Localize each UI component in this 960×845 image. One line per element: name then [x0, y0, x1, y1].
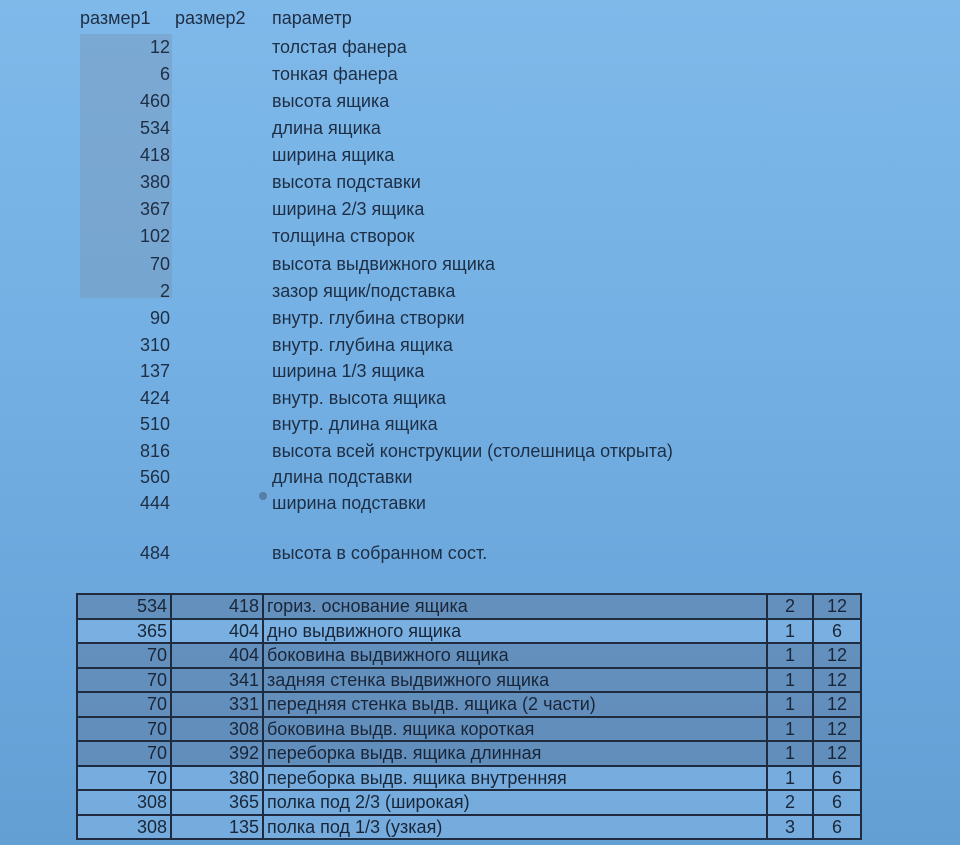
parameter-value[interactable]: 816 — [139, 441, 170, 461]
parameter-value[interactable]: 380 — [139, 172, 170, 192]
part-count-cell[interactable]: 1 — [767, 643, 813, 668]
parameter-value[interactable]: 6 — [159, 64, 170, 84]
part-thickness-cell[interactable]: 12 — [813, 692, 861, 717]
part-size2-cell[interactable]: 404 — [171, 619, 263, 644]
parameter-value[interactable]: 560 — [139, 467, 170, 487]
parameter-value[interactable]: 510 — [139, 414, 170, 434]
part-count-cell[interactable]: 1 — [767, 741, 813, 766]
table-row — [77, 790, 861, 815]
parameter-name[interactable]: толстая фанера — [272, 37, 407, 57]
part-name-cell[interactable]: дно выдвижного ящика — [263, 619, 767, 644]
parameter-name[interactable]: внутр. глубина ящика — [272, 335, 453, 355]
parameter-name[interactable]: высота всей конструкции (столешница открыта) — [272, 441, 673, 461]
part-name-cell[interactable]: полка под 1/3 (узкая) — [263, 815, 767, 840]
part-count-cell[interactable]: 1 — [767, 619, 813, 644]
part-size1-cell[interactable]: 70 — [77, 692, 171, 717]
parameter-value[interactable]: 444 — [139, 493, 170, 513]
parameter-value[interactable]: 310 — [139, 335, 170, 355]
part-count-cell[interactable]: 1 — [767, 668, 813, 693]
part-size2-cell[interactable]: 341 — [171, 668, 263, 693]
parameter-name[interactable]: высота выдвижного ящика — [272, 254, 496, 274]
part-name-cell[interactable]: передняя стенка выдв. ящика (2 части) — [263, 692, 767, 717]
parameter-row — [0, 142, 960, 168]
part-size1-cell[interactable]: 70 — [77, 668, 171, 693]
part-count-cell[interactable]: 2 — [767, 790, 813, 815]
parameter-row — [0, 251, 960, 277]
part-size2-cell[interactable]: 308 — [171, 717, 263, 742]
parameter-name[interactable]: зазор ящик/подставка — [272, 281, 456, 301]
part-count-cell[interactable]: 1 — [767, 692, 813, 717]
part-size2-cell[interactable]: 365 — [171, 790, 263, 815]
part-size1-cell[interactable]: 308 — [77, 815, 171, 840]
part-size1-cell[interactable]: 70 — [77, 741, 171, 766]
parameter-name[interactable]: ширина ящика — [272, 145, 395, 165]
table-row — [77, 815, 861, 840]
parameter-row — [0, 115, 960, 141]
part-name-cell[interactable]: переборка выдв. ящика внутренняя — [263, 766, 767, 791]
parameter-row — [0, 61, 960, 87]
part-count-cell[interactable]: 1 — [767, 717, 813, 742]
parameter-name[interactable]: ширина подставки — [272, 493, 426, 513]
table-row — [77, 766, 861, 791]
part-count-cell[interactable]: 1 — [767, 766, 813, 791]
parameter-row — [0, 385, 960, 411]
parameter-row — [0, 34, 960, 60]
part-size1-cell[interactable]: 365 — [77, 619, 171, 644]
parameter-value[interactable]: 12 — [149, 37, 170, 57]
parameter-name[interactable]: высота ящика — [272, 91, 390, 111]
parameter-row — [0, 223, 960, 249]
part-name-cell[interactable]: задняя стенка выдвижного ящика — [263, 668, 767, 693]
part-name-cell[interactable]: гориз. основание ящика — [263, 594, 767, 619]
part-size1-cell[interactable]: 70 — [77, 766, 171, 791]
part-thickness-cell[interactable]: 6 — [813, 766, 861, 791]
parameter-name[interactable]: внутр. высота ящика — [272, 388, 447, 408]
parameter-name[interactable]: высота в собранном сост. — [272, 543, 488, 563]
part-name-cell[interactable]: боковина выдвижного ящика — [263, 643, 767, 668]
parameter-row — [0, 88, 960, 114]
parameter-value[interactable]: 70 — [149, 254, 170, 274]
part-size1-cell[interactable]: 70 — [77, 643, 171, 668]
part-size1-cell[interactable]: 70 — [77, 717, 171, 742]
parameter-name[interactable]: длина ящика — [272, 118, 381, 138]
part-thickness-cell[interactable]: 6 — [813, 815, 861, 840]
parameter-row — [0, 332, 960, 358]
parameter-value[interactable]: 460 — [139, 91, 170, 111]
parameter-value[interactable]: 102 — [139, 226, 170, 246]
parameter-name[interactable]: толщина створок — [272, 226, 415, 246]
parameter-row — [0, 305, 960, 331]
part-thickness-cell[interactable]: 12 — [813, 741, 861, 766]
parts-table — [76, 593, 862, 840]
parameter-value[interactable]: 418 — [139, 145, 170, 165]
part-count-cell[interactable]: 3 — [767, 815, 813, 840]
part-thickness-cell[interactable]: 12 — [813, 594, 861, 619]
table-row — [77, 643, 861, 668]
parameter-value[interactable]: 367 — [139, 199, 170, 219]
part-size2-cell[interactable]: 380 — [171, 766, 263, 791]
part-thickness-cell[interactable]: 12 — [813, 668, 861, 693]
parameter-row — [0, 540, 960, 566]
column-header-size2: размер2 — [175, 8, 246, 28]
table-row — [77, 717, 861, 742]
table-row — [77, 668, 861, 693]
part-name-cell[interactable]: переборка выдв. ящика длинная — [263, 741, 767, 766]
part-size2-cell[interactable]: 392 — [171, 741, 263, 766]
parameter-name[interactable]: длина подставки — [272, 467, 413, 487]
paper-speck — [259, 492, 267, 500]
parameter-row — [0, 278, 960, 304]
parameter-row — [0, 411, 960, 437]
part-count-cell[interactable]: 2 — [767, 594, 813, 619]
part-size2-cell[interactable]: 404 — [171, 643, 263, 668]
parameter-value[interactable]: 90 — [149, 308, 170, 328]
parameter-row — [0, 438, 960, 464]
part-size1-cell[interactable]: 534 — [77, 594, 171, 619]
parameter-name[interactable]: ширина 1/3 ящика — [272, 361, 425, 381]
parameter-name[interactable]: ширина 2/3 ящика — [272, 199, 425, 219]
table-row — [77, 741, 861, 766]
part-thickness-cell[interactable]: 12 — [813, 717, 861, 742]
table-row — [77, 692, 861, 717]
column-header-param: параметр — [272, 8, 352, 28]
parameter-value[interactable]: 534 — [139, 118, 170, 138]
parameter-row — [0, 169, 960, 195]
column-header-size1: размер1 — [80, 8, 151, 28]
parameter-value[interactable]: 2 — [159, 281, 170, 301]
part-size2-cell[interactable]: 135 — [171, 815, 263, 840]
parameter-name[interactable]: внутр. длина ящика — [272, 414, 438, 434]
parameter-name[interactable]: внутр. глубина створки — [272, 308, 465, 328]
parameter-name[interactable]: высота подставки — [272, 172, 421, 192]
parameter-value[interactable]: 137 — [139, 361, 170, 381]
part-thickness-cell[interactable]: 12 — [813, 643, 861, 668]
parameter-value[interactable]: 424 — [139, 388, 170, 408]
parameter-row — [0, 464, 960, 490]
parameter-name[interactable]: тонкая фанера — [272, 64, 398, 84]
parameter-row — [0, 490, 960, 516]
table-row — [77, 594, 861, 619]
table-row — [77, 619, 861, 644]
part-thickness-cell[interactable]: 6 — [813, 619, 861, 644]
parameter-row — [0, 358, 960, 384]
part-size1-cell[interactable]: 308 — [77, 790, 171, 815]
part-name-cell[interactable]: боковина выдв. ящика короткая — [263, 717, 767, 742]
part-thickness-cell[interactable]: 6 — [813, 790, 861, 815]
part-name-cell[interactable]: полка под 2/3 (широкая) — [263, 790, 767, 815]
part-size2-cell[interactable]: 331 — [171, 692, 263, 717]
parameter-row — [0, 196, 960, 222]
part-size2-cell[interactable]: 418 — [171, 594, 263, 619]
parameter-value[interactable]: 484 — [139, 543, 170, 563]
